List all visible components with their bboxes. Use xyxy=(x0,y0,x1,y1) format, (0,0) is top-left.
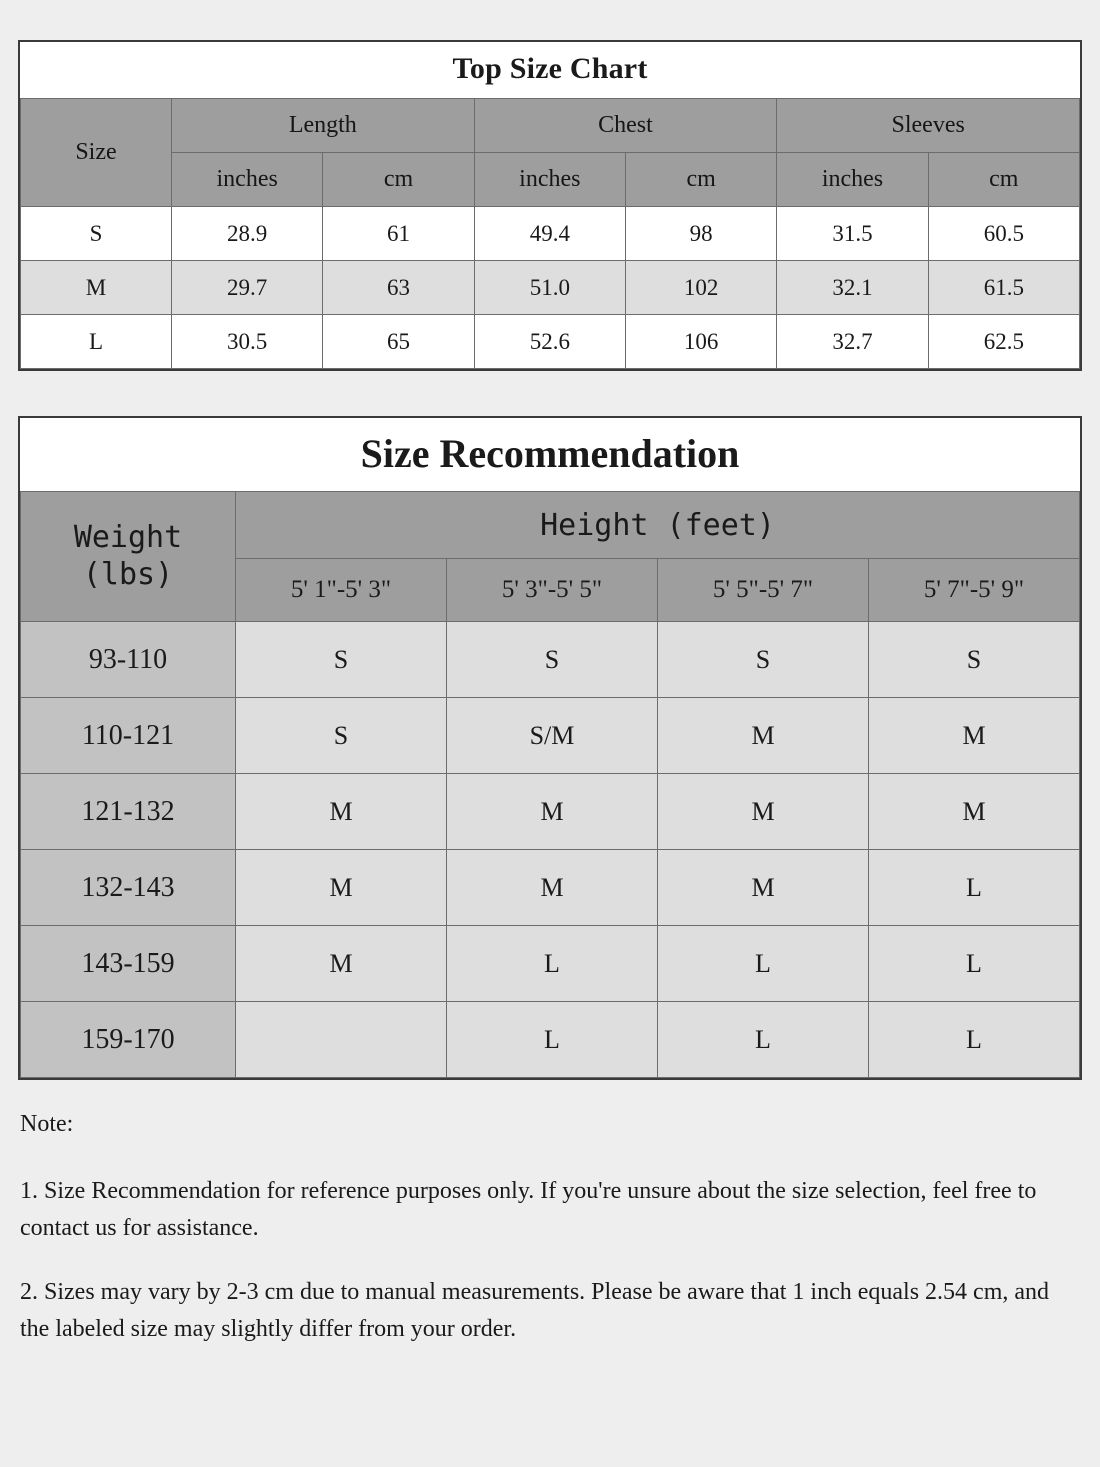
header-weight xyxy=(21,492,236,622)
header-group-length: Length xyxy=(172,99,475,153)
cell-size: M xyxy=(658,850,869,926)
header-group-sleeves: Sleeves xyxy=(777,99,1080,153)
cell-size: M xyxy=(447,774,658,850)
cell-weight-range: 93-110 xyxy=(21,622,236,698)
cell-size: L xyxy=(447,1002,658,1078)
cell-size: S xyxy=(447,622,658,698)
cell-length-inches: 30.5 xyxy=(172,315,323,369)
top-size-chart-table xyxy=(20,98,1080,369)
cell-size: L xyxy=(658,1002,869,1078)
cell-size: L xyxy=(869,926,1080,1002)
cell-size: S xyxy=(236,622,447,698)
cell-size: M xyxy=(869,698,1080,774)
cell-sleeves-cm: 62.5 xyxy=(928,315,1079,369)
header-size: Size xyxy=(21,99,172,207)
header-height-range-4: 5' 7"-5' 9" xyxy=(869,559,1080,622)
cell-sleeves-cm: 60.5 xyxy=(928,207,1079,261)
header-height-range-3: 5' 5"-5' 7" xyxy=(658,559,869,622)
table-header-row xyxy=(21,492,1080,559)
top-size-chart-panel xyxy=(18,40,1082,371)
header-weight-line1: Weight xyxy=(73,519,183,555)
table-row xyxy=(21,698,1080,774)
top-size-chart-title: Top Size Chart xyxy=(452,52,648,85)
size-recommendation-title: Size Recommendation xyxy=(360,431,740,476)
cell-length-inches: 29.7 xyxy=(172,261,323,315)
cell-size: L xyxy=(21,315,172,369)
notes-section xyxy=(18,1106,1082,1348)
table-subheader-row xyxy=(21,153,1080,207)
header-unit-sleeves-cm: cm xyxy=(928,153,1079,207)
table-row xyxy=(21,774,1080,850)
size-recommendation-table xyxy=(20,491,1080,1078)
header-unit-length-inches: inches xyxy=(172,153,323,207)
table-row xyxy=(21,207,1080,261)
table-row xyxy=(21,622,1080,698)
header-unit-chest-inches: inches xyxy=(474,153,625,207)
header-unit-sleeves-inches: inches xyxy=(777,153,928,207)
header-height-range-1: 5' 1"-5' 3" xyxy=(236,559,447,622)
cell-weight-range: 110-121 xyxy=(21,698,236,774)
cell-size: M xyxy=(869,774,1080,850)
cell-size: L xyxy=(869,1002,1080,1078)
header-unit-chest-cm: cm xyxy=(625,153,776,207)
cell-size: M xyxy=(236,774,447,850)
cell-sleeves-inches: 31.5 xyxy=(777,207,928,261)
cell-size: L xyxy=(869,850,1080,926)
cell-sleeves-inches: 32.1 xyxy=(777,261,928,315)
cell-chest-inches: 52.6 xyxy=(474,315,625,369)
table-header-row xyxy=(21,99,1080,153)
note-item-2: 2. Sizes may vary by 2-3 cm due to manual measurements. Please be aware that 1 inch equals 2.54 cm, and the labeled size may slightly differ from your order. xyxy=(20,1278,1050,1342)
cell-chest-inches: 49.4 xyxy=(474,207,625,261)
cell-length-cm: 61 xyxy=(323,207,474,261)
note-item-1: 1. Size Recommendation for reference purposes only. If you're unsure about the size selection, feel free to contact us for assistance. xyxy=(20,1178,1037,1242)
header-group-chest: Chest xyxy=(474,99,777,153)
table-row xyxy=(21,315,1080,369)
cell-size: S/M xyxy=(447,698,658,774)
cell-sleeves-inches: 32.7 xyxy=(777,315,928,369)
header-height: Height (feet) xyxy=(236,492,1080,559)
header-height-range-2: 5' 3"-5' 5" xyxy=(447,559,658,622)
cell-sleeves-cm: 61.5 xyxy=(928,261,1079,315)
header-weight-line2: (lbs) xyxy=(82,556,174,592)
cell-size: S xyxy=(21,207,172,261)
cell-chest-cm: 106 xyxy=(625,315,776,369)
cell-size: L xyxy=(658,926,869,1002)
cell-size: M xyxy=(447,850,658,926)
cell-weight-range: 121-132 xyxy=(21,774,236,850)
cell-size: S xyxy=(658,622,869,698)
cell-size: M xyxy=(658,698,869,774)
cell-chest-inches: 51.0 xyxy=(474,261,625,315)
cell-size xyxy=(236,1002,447,1078)
cell-chest-cm: 98 xyxy=(625,207,776,261)
cell-weight-range: 159-170 xyxy=(21,1002,236,1078)
notes-label: Note: xyxy=(20,1111,74,1137)
table-row xyxy=(21,850,1080,926)
cell-size: M xyxy=(236,926,447,1002)
cell-size: M xyxy=(658,774,869,850)
cell-size: S xyxy=(236,698,447,774)
header-unit-length-cm: cm xyxy=(323,153,474,207)
table-row xyxy=(21,261,1080,315)
size-recommendation-panel xyxy=(18,416,1082,1080)
cell-size: S xyxy=(869,622,1080,698)
cell-size: L xyxy=(447,926,658,1002)
cell-length-inches: 28.9 xyxy=(172,207,323,261)
cell-length-cm: 65 xyxy=(323,315,474,369)
cell-chest-cm: 102 xyxy=(625,261,776,315)
cell-weight-range: 132-143 xyxy=(21,850,236,926)
cell-weight-range: 143-159 xyxy=(21,926,236,1002)
cell-size: M xyxy=(236,850,447,926)
table-row xyxy=(21,926,1080,1002)
cell-length-cm: 63 xyxy=(323,261,474,315)
cell-size: M xyxy=(21,261,172,315)
table-row xyxy=(21,1002,1080,1078)
